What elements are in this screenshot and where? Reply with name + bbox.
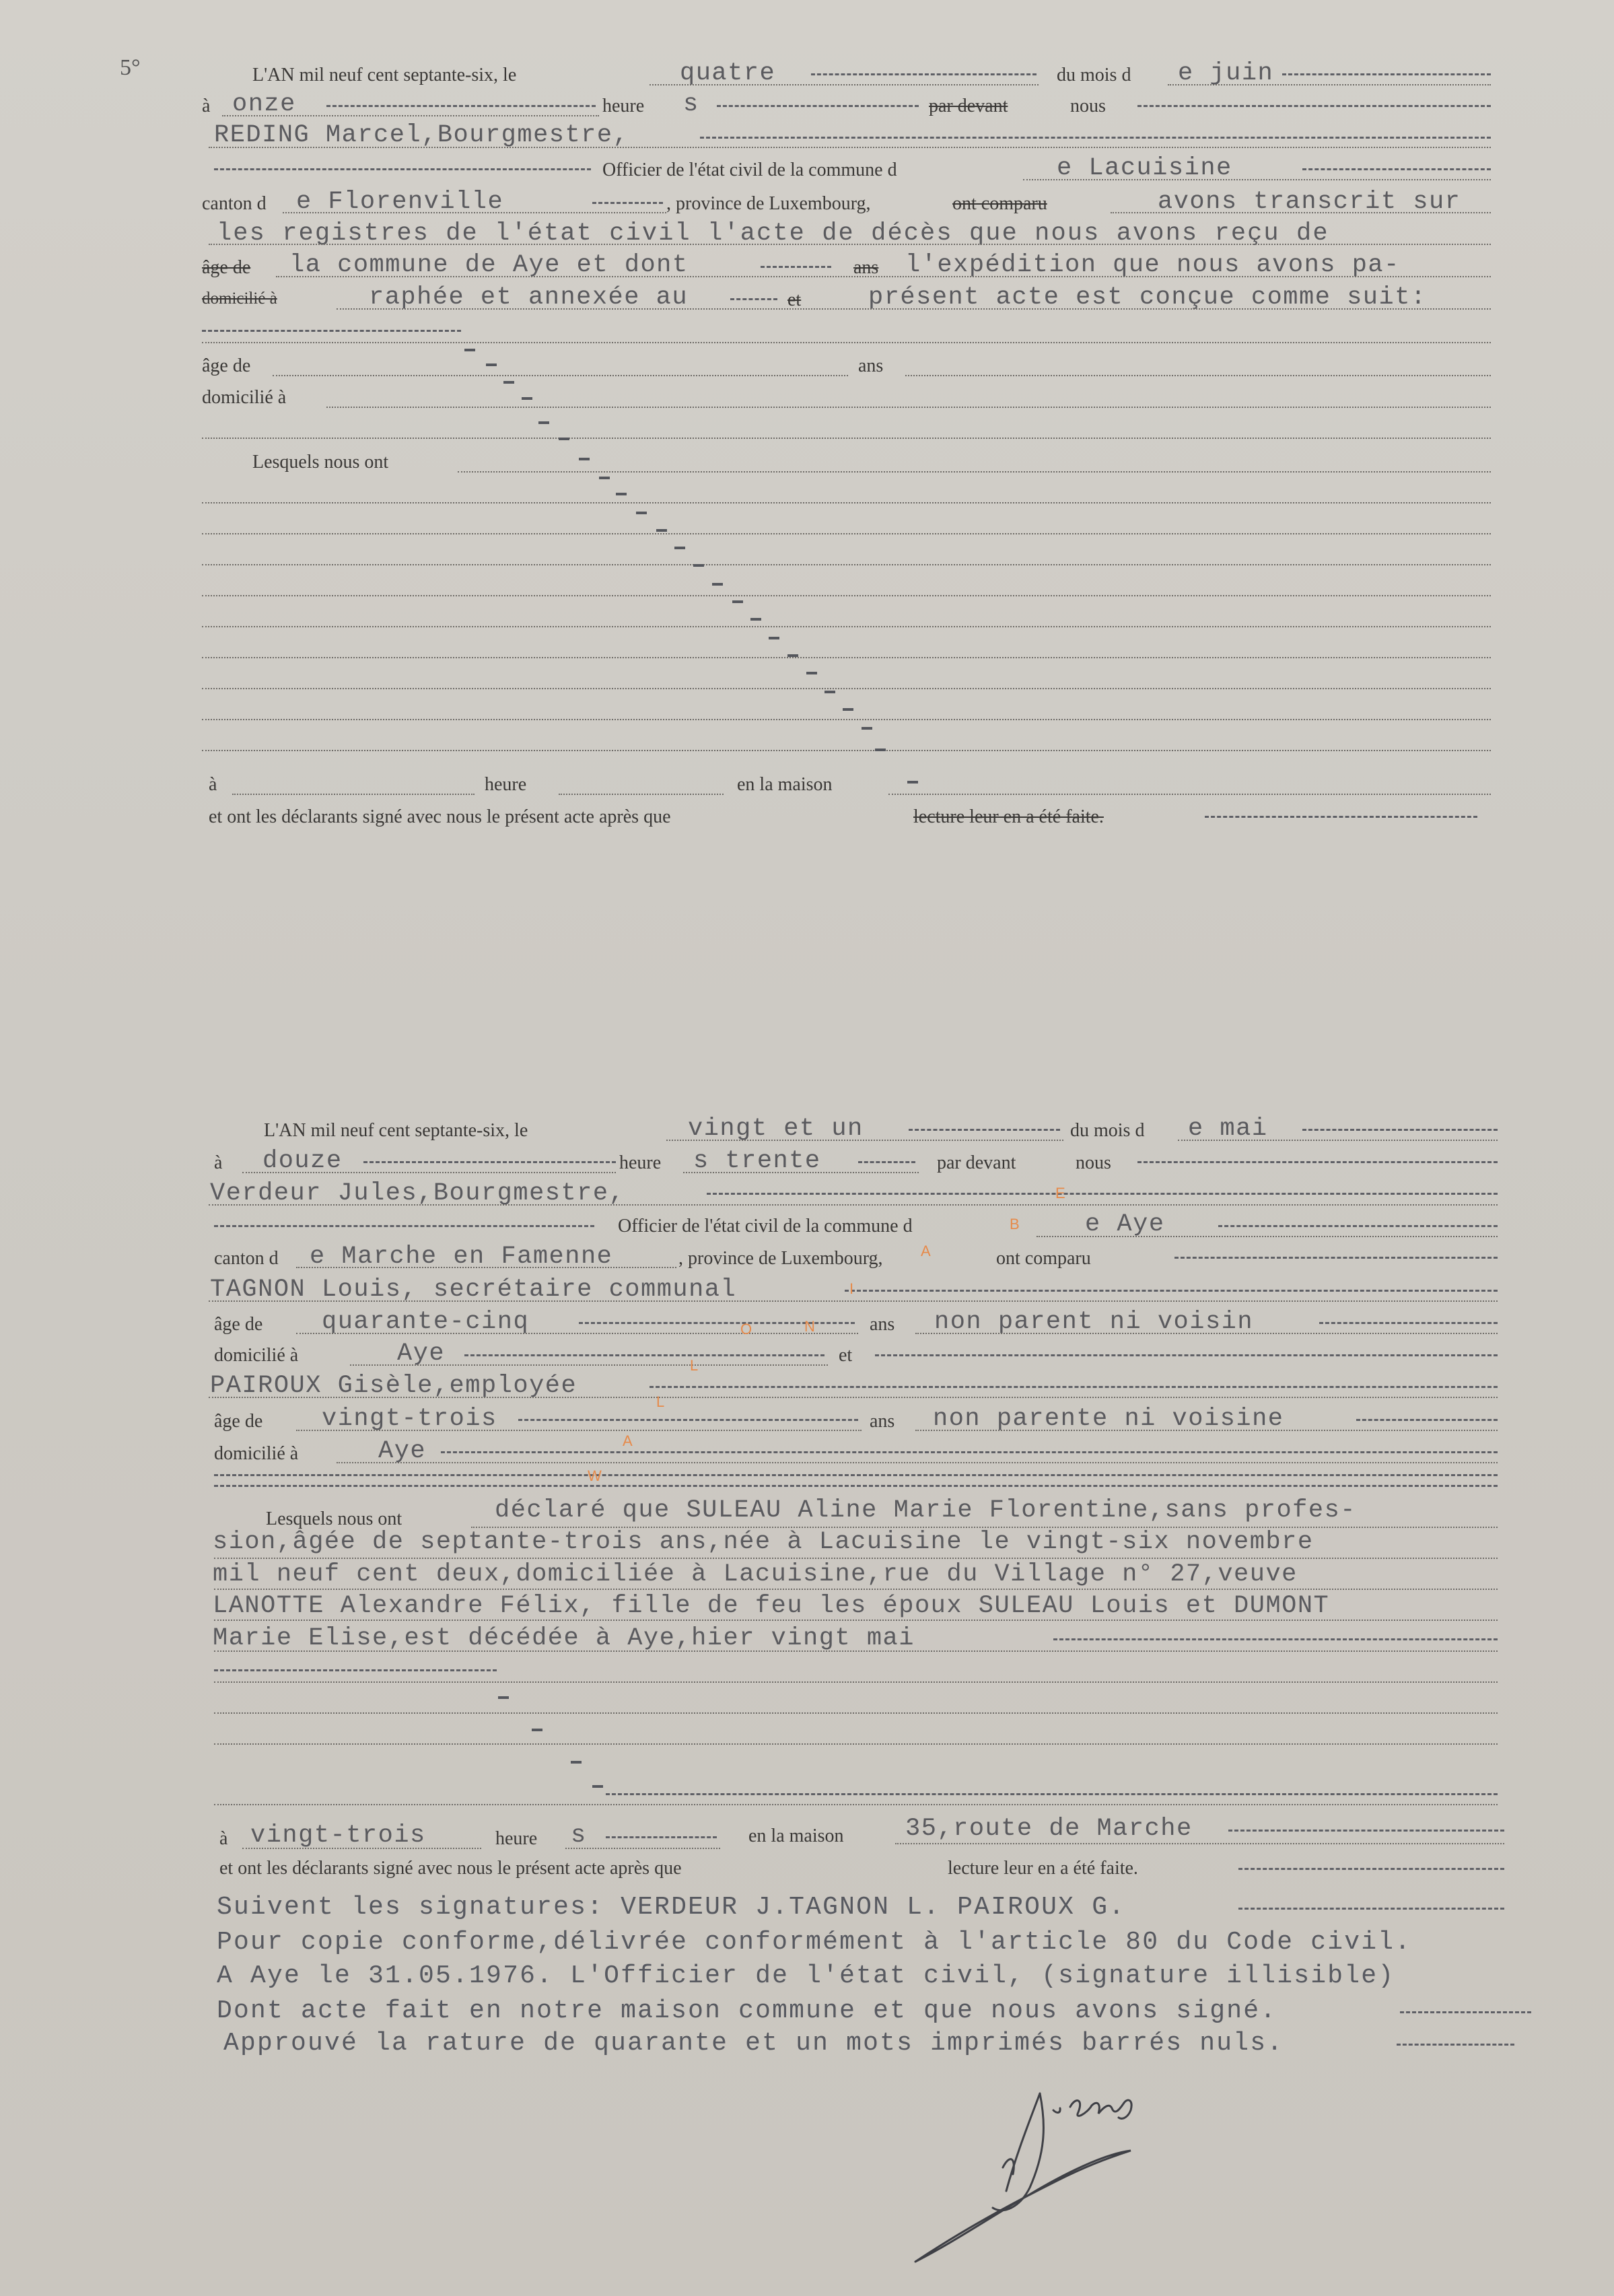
act2-a-label: à <box>219 1828 228 1849</box>
act1-dotline <box>202 688 1491 689</box>
act2-commune: e Aye <box>1085 1210 1165 1239</box>
footer-line-3: A Aye le 31.05.1976. L'Officier de l'état civil, (signature illisible) <box>217 1961 1395 1990</box>
act2-officer: Verdeur Jules,Bourgmestre, <box>210 1179 625 1208</box>
act2-declared-line1: déclaré que SULEAU Aline Marie Florentine,sans profes- <box>495 1496 1356 1525</box>
strike-mark <box>599 477 610 479</box>
act1-dotline <box>202 564 1491 565</box>
act1-dash <box>202 330 461 332</box>
act1-intro-label: L'AN mil neuf cent septante-six, le <box>252 65 517 85</box>
act2-dotline <box>242 1172 616 1173</box>
strike-mark <box>503 381 514 384</box>
act1-closing-tail: lecture leur en a été faite. <box>913 806 1104 827</box>
act2-dash <box>650 1386 1498 1388</box>
act2-dash <box>606 1836 717 1838</box>
act2-heure-label: heure <box>619 1152 662 1173</box>
act2-dash <box>464 1354 824 1356</box>
act2-month-label: du mois d <box>1070 1120 1145 1141</box>
act2-dash <box>845 1290 1498 1292</box>
act1-dash <box>811 73 1037 75</box>
act2-declarant2-dom: Aye <box>378 1437 427 1465</box>
act1-dotline <box>202 719 1491 720</box>
act2-dotline <box>296 1333 858 1334</box>
act2-domicile-label: domicilié à <box>214 1345 299 1366</box>
act1-maison-label: en la maison <box>737 774 833 795</box>
act2-dotline <box>214 1589 1498 1590</box>
act1-ans-label: ans <box>858 355 884 376</box>
act1-dash <box>761 266 831 268</box>
act1-dotline <box>1168 84 1491 85</box>
footer-dash <box>1238 1908 1504 1910</box>
act2-declared-line3: mil neuf cent deux,domiciliée à Lacuisine,rue du Village n° 27,veuve <box>213 1560 1298 1589</box>
strike-mark <box>538 421 549 424</box>
act1-nous-label: nous <box>1070 96 1106 116</box>
act1-dotline <box>202 533 1491 534</box>
act1-text3b: l'expédition que nous avons pa- <box>905 251 1400 279</box>
act2-domicile-label: domicilié à <box>214 1443 299 1464</box>
act2-dotline <box>214 1712 1498 1714</box>
strike-mark <box>907 781 918 784</box>
act1-domicile-label: domicilié à <box>202 387 287 408</box>
watermark-letter: E <box>1055 1185 1065 1202</box>
act2-house: 35,route de Marche <box>905 1815 1193 1843</box>
act2-officer-label: Officier de l'état civil de la commune d <box>618 1216 913 1237</box>
act1-dotline <box>326 407 1491 408</box>
strike-mark <box>712 583 723 586</box>
act2-dotline <box>214 1620 1498 1621</box>
watermark-letter: L <box>656 1393 665 1410</box>
act2-maison-label: en la maison <box>748 1825 844 1846</box>
act2-dotline <box>214 1681 1498 1683</box>
act2-declarant1: TAGNON Louis, secrétaire communal <box>210 1276 737 1304</box>
act1-dash <box>700 137 1491 139</box>
act1-dotline <box>273 375 848 376</box>
act2-dotline <box>296 1430 862 1431</box>
act2-dotline <box>214 1743 1498 1745</box>
act2-hour: douze <box>262 1147 343 1175</box>
strike-mark <box>843 708 853 711</box>
act2-declared-line5: Marie Elise,est décédée à Aye,hier vingt mai <box>213 1624 915 1653</box>
act1-dotline <box>905 375 1491 376</box>
act2-dash <box>909 1129 1060 1131</box>
act2-age-label: âge de <box>214 1314 263 1335</box>
act1-dotline <box>202 657 1491 658</box>
act2-dotline <box>214 1804 1498 1805</box>
act1-dotline <box>202 750 1491 751</box>
watermark-letter: L <box>690 1357 699 1374</box>
act2-death-hour-suffix: s <box>571 1821 587 1850</box>
act1-commune: e Lacuisine <box>1057 154 1232 182</box>
act2-dash <box>875 1354 1498 1356</box>
act1-dotline <box>1023 179 1491 180</box>
act2-et-label: et <box>839 1345 853 1366</box>
act2-declarant1-age: quarante-cinq <box>322 1308 530 1336</box>
watermark-letter: W <box>588 1467 602 1484</box>
act2-dotline <box>1178 1140 1498 1141</box>
act2-a-label: à <box>214 1152 223 1173</box>
strike-mark <box>498 1696 509 1699</box>
strike-mark <box>579 458 590 460</box>
act1-dotline <box>202 595 1491 596</box>
act1-text4b: présent acte est conçue comme suit: <box>868 283 1427 312</box>
act1-dotline <box>1111 212 1491 213</box>
act2-dash <box>1302 1129 1498 1131</box>
footer-line-4: Dont acte fait en notre maison commune et que nous avons signé. <box>217 1996 1277 2025</box>
act2-dash <box>1218 1225 1498 1227</box>
strike-mark <box>559 438 569 440</box>
footer-dash <box>1400 2011 1531 2013</box>
act1-month: e juin <box>1178 59 1274 88</box>
strike-mark <box>693 564 704 567</box>
watermark-letter: N <box>804 1318 815 1335</box>
strike-mark <box>571 1761 582 1764</box>
act2-dash <box>214 1225 594 1227</box>
act2-declared-line2: sion,âgée de septante-trois ans,née à Lacuisine le vingt-six novembre <box>213 1528 1314 1556</box>
act2-minutes: s trente <box>693 1147 821 1175</box>
footer-dash <box>1397 2044 1514 2046</box>
act1-text4: raphée et annexée au <box>369 283 689 312</box>
act1-dash <box>1282 73 1491 75</box>
act2-ont-comparu: ont comparu <box>996 1248 1091 1269</box>
act1-heure-label: heure <box>485 774 527 795</box>
footer-line-5: Approuvé la rature de quarante et un mots imprimés barrés nuls. <box>223 2029 1284 2058</box>
act2-dotline <box>209 1397 1498 1398</box>
act1-dotline <box>559 794 724 795</box>
act2-dash <box>606 1793 1498 1795</box>
act1-dotline <box>209 244 1491 245</box>
strike-mark <box>732 600 743 603</box>
footer-line-2: Pour copie conforme,délivrée conformément à l'article 80 du Code civil. <box>217 1928 1412 1957</box>
act1-dotline <box>202 438 1491 439</box>
act1-dotline <box>202 342 1491 343</box>
act2-death-hour: vingt-trois <box>250 1821 426 1850</box>
act1-dotline <box>202 502 1491 503</box>
strike-mark <box>875 749 886 751</box>
act2-dash <box>214 1474 1498 1476</box>
act2-intro-label: L'AN mil neuf cent septante-six, le <box>264 1120 528 1141</box>
act1-dotline <box>209 147 1491 148</box>
act2-dash <box>1238 1868 1504 1870</box>
act1-domicile-struck: domicilié à <box>202 289 277 308</box>
act1-text1: avons transcrit sur <box>1158 188 1461 216</box>
act2-declarant1-rel: non parent ni voisin <box>934 1308 1254 1336</box>
act1-heure-label: heure <box>602 96 645 116</box>
act2-dash <box>707 1193 1498 1195</box>
strike-mark <box>486 363 497 366</box>
act1-age-struck: âge de <box>202 257 251 278</box>
act2-dash <box>1137 1161 1498 1163</box>
act2-dash <box>858 1161 915 1163</box>
act2-declarant2-age: vingt-trois <box>322 1405 497 1433</box>
act2-dotline <box>296 1267 676 1268</box>
act2-dotline <box>565 1848 720 1849</box>
strike-mark <box>787 654 798 657</box>
act1-dotline <box>202 626 1491 627</box>
act2-lesquels-label: Lesquels nous ont <box>266 1508 402 1529</box>
strike-mark <box>522 397 532 400</box>
act1-hour: onze <box>232 90 296 118</box>
act1-dash <box>717 105 919 107</box>
act2-dash <box>518 1419 858 1421</box>
act1-hour-suffix: s <box>683 90 699 118</box>
act1-month-label: du mois d <box>1057 65 1131 85</box>
act1-age-label: âge de <box>202 355 251 376</box>
act2-dotline <box>214 1558 1498 1559</box>
act1-dotline <box>276 276 1491 277</box>
act2-dotline <box>242 1848 481 1849</box>
act1-dotline <box>222 115 599 116</box>
act1-officer: REDING Marcel,Bourgmestre, <box>214 121 629 149</box>
strike-mark <box>616 493 627 495</box>
watermark-letter: O <box>740 1321 752 1337</box>
act1-dash <box>1137 105 1491 107</box>
watermark-letter: A <box>921 1243 931 1259</box>
strike-mark <box>532 1729 542 1731</box>
act2-dotline <box>915 1333 1498 1334</box>
act2-closing-tail: lecture leur en a été faite. <box>948 1858 1138 1879</box>
act2-declarant1-dom: Aye <box>397 1340 446 1368</box>
act2-month: e mai <box>1188 1115 1268 1143</box>
act2-closing: et ont les déclarants signé avec nous le présent acte après que <box>219 1858 682 1879</box>
act2-dash <box>1174 1257 1498 1259</box>
act2-dotline <box>895 1843 1504 1844</box>
act1-canton: e Florenville <box>296 188 504 216</box>
act1-lesquels-label: Lesquels nous ont <box>252 452 389 473</box>
act1-dotline <box>283 212 666 213</box>
act2-ans-label: ans <box>870 1411 895 1432</box>
act1-dash <box>1205 816 1477 818</box>
act2-age-label: âge de <box>214 1411 263 1432</box>
strike-mark <box>824 691 835 693</box>
strike-mark <box>750 618 761 621</box>
act2-dash <box>363 1161 616 1163</box>
act2-declarant2-rel: non parente ni voisine <box>933 1405 1284 1433</box>
act1-dash <box>730 298 777 300</box>
act2-par-devant: par devant <box>937 1152 1016 1173</box>
act1-text2: les registres de l'état civil l'acte de décès que nous avons reçu de <box>217 219 1329 248</box>
strike-mark <box>674 547 685 549</box>
act2-dotline <box>915 1430 1498 1431</box>
act1-dash <box>214 168 591 170</box>
strike-mark <box>769 637 779 639</box>
act2-dash <box>1228 1830 1504 1832</box>
act2-canton: e Marche en Famenne <box>310 1243 613 1271</box>
strike-mark <box>464 349 475 351</box>
act1-officer-label: Officier de l'état civil de la commune d <box>602 160 897 180</box>
act1-dotline <box>888 794 1491 795</box>
act2-dash <box>214 1669 497 1671</box>
act1-canton-label: canton d <box>202 193 267 214</box>
act1-dotline <box>458 471 1491 473</box>
watermark-letter: B <box>1010 1216 1020 1232</box>
act1-dash <box>1302 168 1491 170</box>
act1-a-label: à <box>202 96 211 116</box>
act1-ont-comparu: ont comparu <box>952 193 1047 214</box>
footer-line-1: Suivent les signatures: VERDEUR J.TAGNON L. PAIROUX G. <box>217 1893 1126 1922</box>
act2-declared-line4: LANOTTE Alexandre Félix, fille de feu les époux SULEAU Louis et DUMONT <box>213 1592 1330 1620</box>
page-number: 5° <box>120 55 141 80</box>
strike-mark <box>656 529 667 532</box>
act1-dash <box>326 105 596 107</box>
act1-text3: la commune de Aye et dont <box>289 251 689 279</box>
act1-a-label: à <box>209 774 217 795</box>
act2-dotline <box>209 1204 1498 1206</box>
act1-province: , province de Luxembourg, <box>666 193 871 214</box>
act2-province: , province de Luxembourg, <box>678 1248 883 1269</box>
act2-ans-label: ans <box>870 1314 895 1335</box>
strike-mark <box>806 672 817 674</box>
strike-mark <box>592 1785 603 1788</box>
act2-dotline <box>1037 1236 1498 1237</box>
act1-dotline <box>337 308 1491 310</box>
act2-dash <box>1053 1638 1498 1640</box>
strike-mark <box>636 512 647 514</box>
act2-nous-label: nous <box>1076 1152 1111 1173</box>
strike-mark <box>862 727 872 730</box>
act2-declarant2: PAIROUX Gisèle,employée <box>210 1372 577 1400</box>
act1-par-devant: par devant <box>929 96 1008 116</box>
act2-heure-label: heure <box>495 1828 538 1849</box>
act1-day: quatre <box>680 59 776 88</box>
act2-dash <box>441 1451 1498 1453</box>
act1-ans-struck: ans <box>853 257 879 278</box>
act2-dotline <box>214 1650 1498 1652</box>
act1-dash <box>592 202 663 204</box>
act1-dotline <box>232 794 475 795</box>
act2-dotline <box>683 1172 919 1173</box>
act2-dotline <box>209 1300 1498 1302</box>
act2-day: vingt et un <box>688 1115 864 1143</box>
act2-dash <box>1356 1419 1498 1421</box>
act2-dash <box>214 1485 1498 1487</box>
signature-image <box>902 2073 1212 2275</box>
act1-et-struck: et <box>787 289 802 310</box>
act2-dotline <box>337 1462 1498 1463</box>
act2-dotline <box>350 1364 828 1366</box>
act2-dotline <box>666 1140 1063 1141</box>
watermark-letter: A <box>623 1432 633 1449</box>
act2-dash <box>1319 1322 1498 1324</box>
act2-canton-label: canton d <box>214 1248 279 1269</box>
act1-closing: et ont les déclarants signé avec nous le présent acte après que <box>209 806 671 827</box>
watermark-letter: I <box>849 1280 854 1297</box>
